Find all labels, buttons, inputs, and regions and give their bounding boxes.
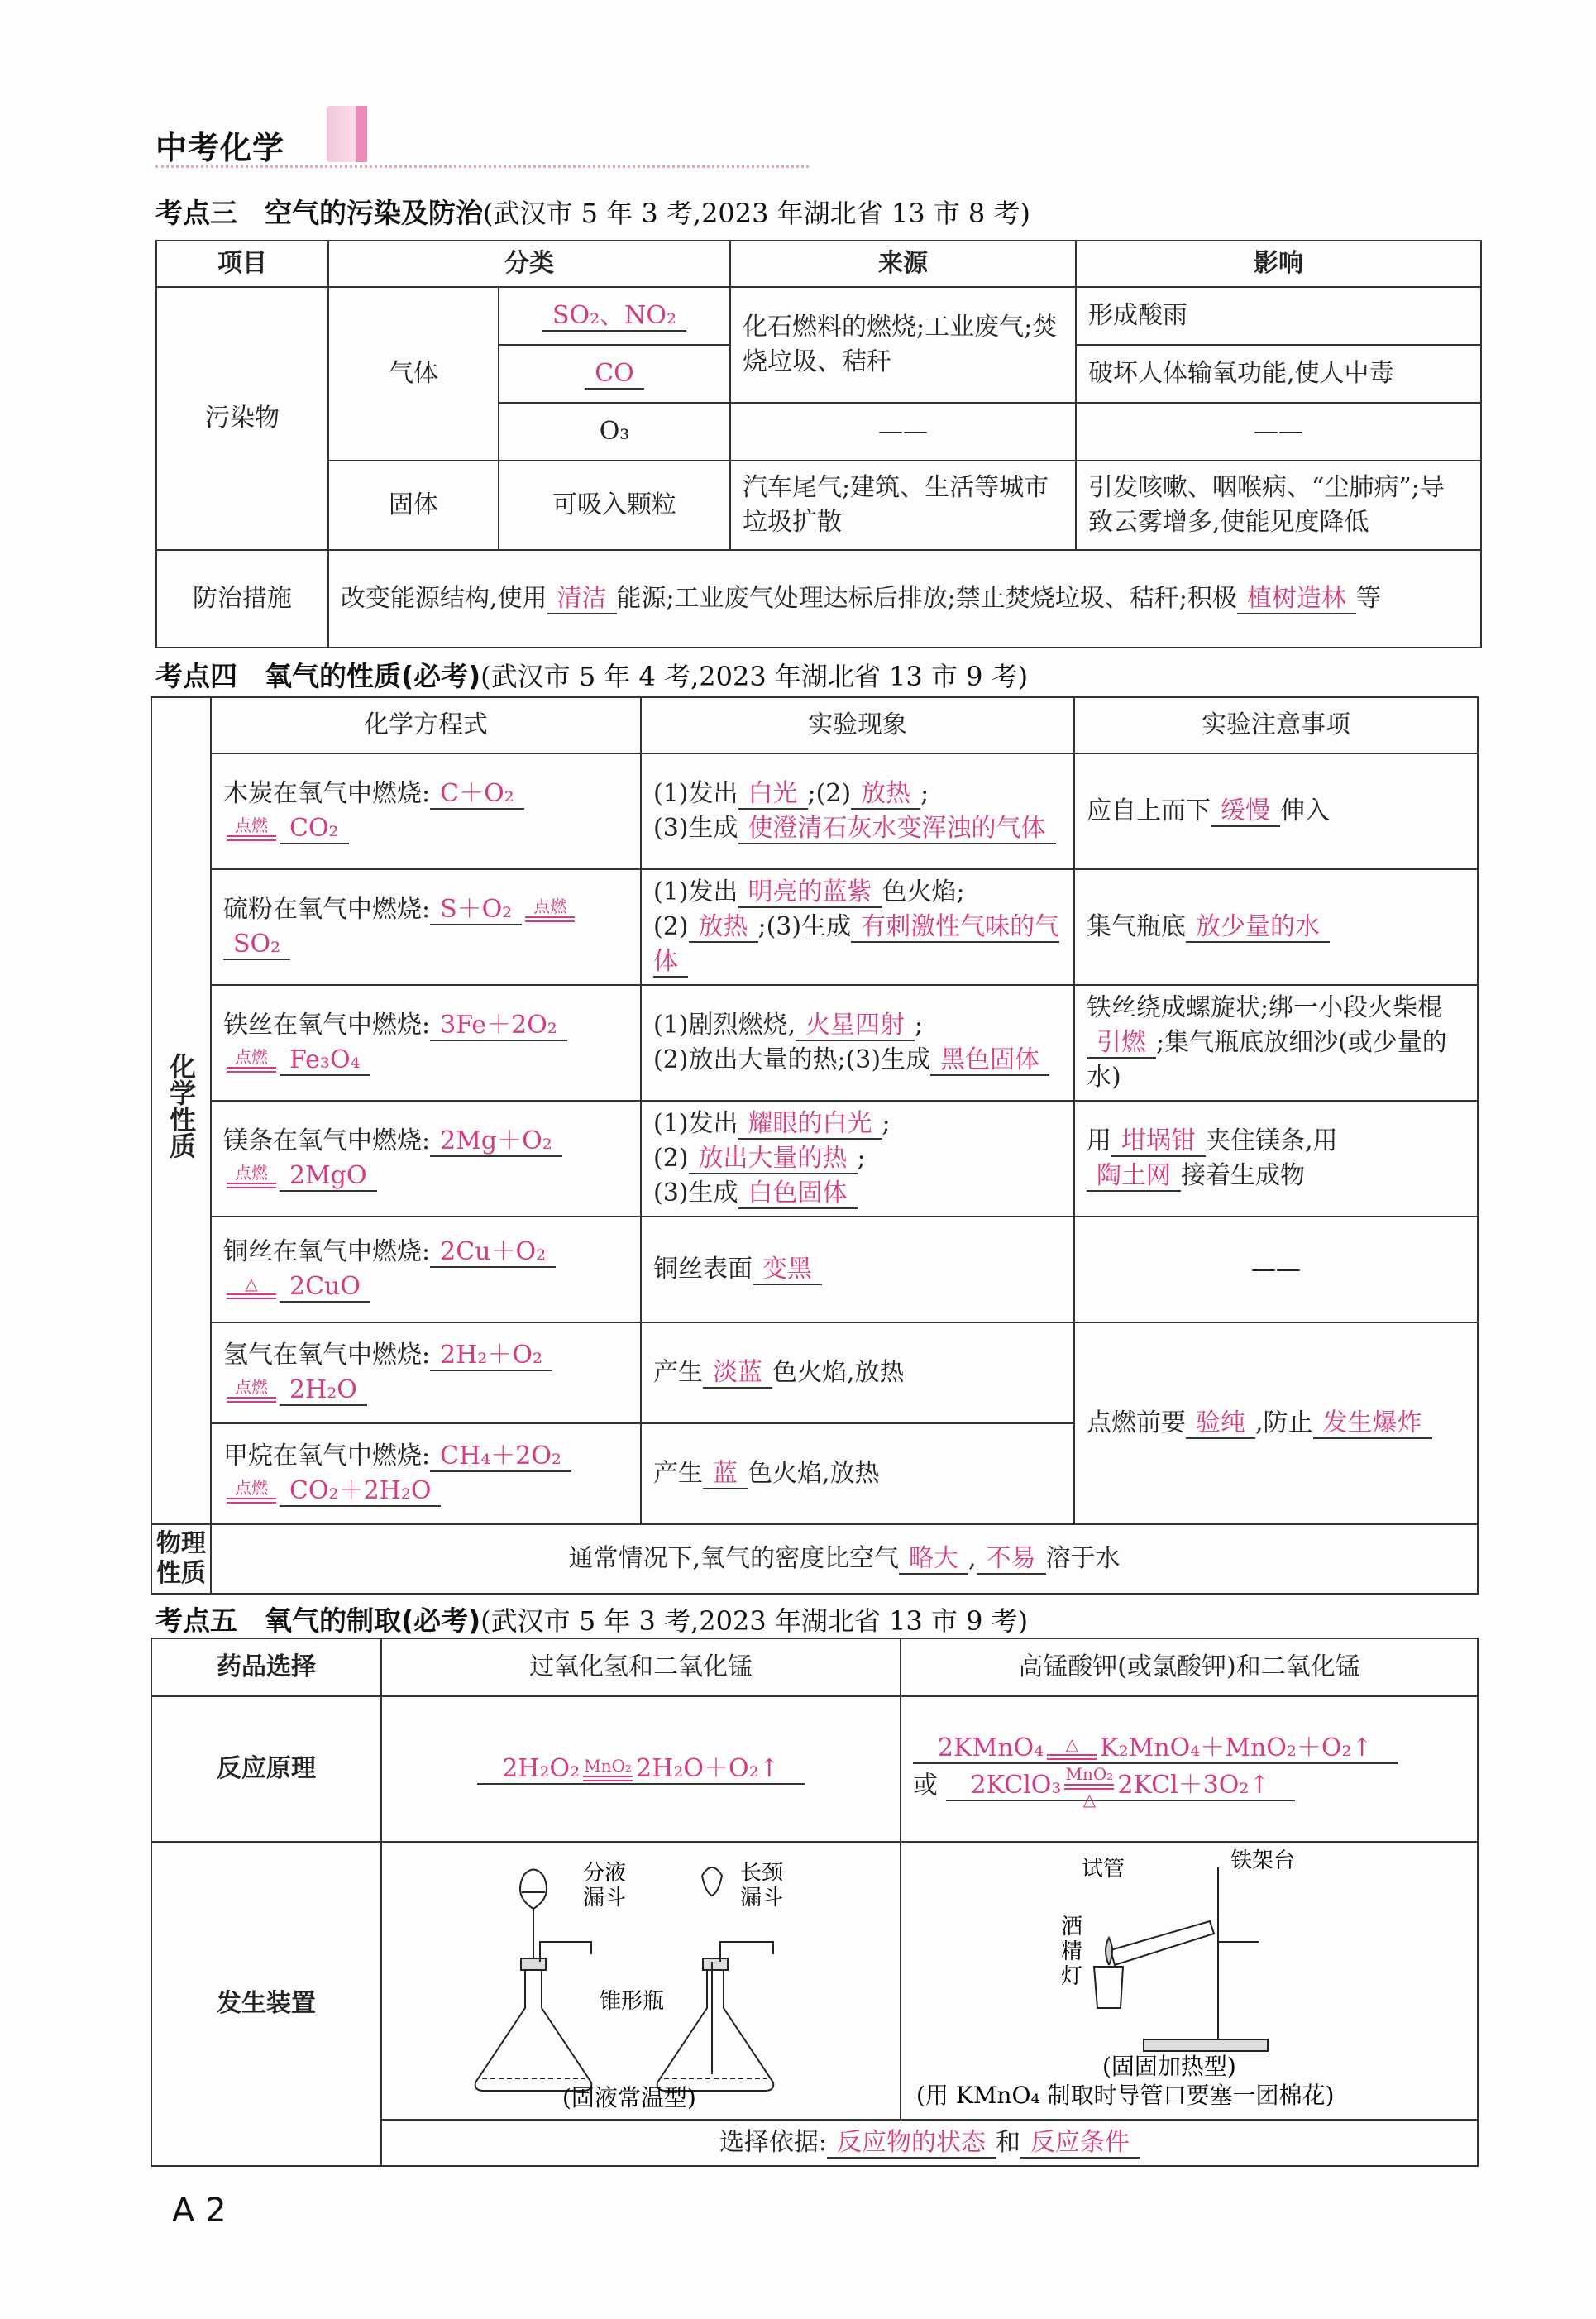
device-solid-heating: [901, 1842, 1478, 2120]
oxygen-preparation-table: [151, 1638, 1479, 2167]
pollution-table: [155, 240, 1482, 648]
drug-2: 高锰酸钾(或氯酸钾)和二氧化锰: [901, 1638, 1478, 1696]
solid-source: 汽车尾气;建筑、生活等城市垃圾扩散: [730, 461, 1076, 550]
section-5-title: 考点五 氧气的制取(必考)(武汉市 5 年 3 考,2023 年湖北省 13 市 9 考): [155, 1604, 1029, 1637]
col-header-item: 项目: [156, 241, 328, 287]
principle-kmno4: 2KMnO₄ △ K₂MnO₄＋MnO₂＋O₂↑ 或 2KClO₃ MnO₂ △ 2KCl＋3O₂↑: [901, 1696, 1478, 1842]
svg-text:(固固加热型): (固固加热型): [1102, 2053, 1236, 2080]
sulfur-notes: 集气瓶底 放少量的水: [1074, 869, 1478, 985]
charcoal-notes: 应自上而下 缓慢 伸入: [1074, 753, 1478, 869]
gas-3-source: ——: [730, 403, 1076, 461]
prevention-label: 防治措施: [156, 550, 328, 648]
page-number: A 2: [172, 2192, 227, 2230]
magnesium-equation: 镁条在氧气中燃烧: 2Mg＋O₂ 点燃 2MgO: [211, 1101, 641, 1217]
solid-liquid-apparatus: [385, 1843, 897, 2109]
svg-text:酒: 酒: [1061, 1915, 1083, 1939]
col-header-notes: 实验注意事项: [1074, 697, 1478, 753]
hydrogen-equation: 氢气在氧气中燃烧: 2H₂＋O₂ 点燃 2H₂O: [211, 1322, 641, 1423]
col-header-effect: 影响: [1076, 241, 1481, 287]
methane-phenomenon: 产生 蓝 色火焰,放热: [641, 1423, 1074, 1524]
iron-equation: 铁丝在氧气中燃烧: 3Fe＋2O₂ 点燃 Fe₃O₄: [211, 985, 641, 1101]
iron-notes: 铁丝绕成螺旋状;绑一小段火柴棍引燃 ;集气瓶底放细沙(或少量的水): [1074, 985, 1478, 1101]
principle-h2o2: 2H₂O₂ MnO₂ 2H₂O＋O₂↑: [381, 1696, 901, 1842]
device-label: 发生装置: [151, 1842, 381, 2166]
gas-source: 化石燃料的燃烧;工业废气;焚烧垃圾、秸秆: [730, 287, 1076, 403]
solid-heating-apparatus: [904, 1843, 1474, 2109]
header-tab-stripe: [356, 106, 367, 162]
copper-notes: ——: [1074, 1217, 1478, 1322]
phys-property-label: 物理性质: [151, 1524, 211, 1594]
svg-text:精: 精: [1061, 1939, 1083, 1964]
svg-text:(固液常温型): (固液常温型): [562, 2084, 696, 2109]
selection-basis: 选择依据: 反应物的状态 和 反应条件: [381, 2120, 1478, 2166]
svg-text:漏斗: 漏斗: [583, 1886, 627, 1910]
drug-1: 过氧化氢和二氧化锰: [381, 1638, 901, 1696]
sulfur-phenomenon: (1)发出 明亮的蓝紫 色火焰; (2) 放热 ;(3)生成 有刺激性气味的气体: [641, 869, 1074, 985]
solid-effect: 引发咳嗽、咽喉病、“尘肺病”;导致云雾增多,使能见度降低: [1076, 461, 1481, 550]
col-header-category: 分类: [328, 241, 730, 287]
gas-3-effect: ——: [1076, 403, 1481, 461]
oxygen-property-table: [151, 696, 1479, 1595]
separatory-funnel: [520, 1870, 547, 1959]
sulfur-equation: 硫粉在氧气中燃烧: S＋O₂ 点燃 SO₂: [211, 869, 641, 985]
flask-2: [657, 1967, 774, 2091]
col-header-equation: 化学方程式: [211, 697, 641, 753]
col-header-source: 来源: [730, 241, 1076, 287]
svg-text:试管: 试管: [1082, 1857, 1125, 1881]
header-divider: [155, 165, 809, 168]
gas-3: O₃: [499, 403, 730, 461]
section-4-title: 考点四 氧气的性质(必考)(武汉市 5 年 4 考,2023 年湖北省 13 市 9 考): [155, 660, 1029, 692]
test-tube: [1111, 1921, 1214, 1965]
gas-combustion-notes: 点燃前要 验纯 ,防止 发生爆炸: [1074, 1322, 1478, 1524]
device-solid-liquid: [381, 1842, 901, 2120]
chem-property-label: 化学性质: [151, 697, 211, 1524]
svg-text:铁架台: 铁架台: [1230, 1848, 1296, 1873]
principle-label: 反应原理: [151, 1696, 381, 1842]
copper-phenomenon: 铜丝表面 变黑: [641, 1217, 1074, 1322]
charcoal-phenomenon: (1)发出 白光 ;(2) 放热 ; (3)生成 使澄清石灰水变浑浊的气体: [641, 753, 1074, 869]
flask-1: [475, 1967, 592, 2091]
pollutant-label: 污染物: [156, 287, 328, 550]
phys-property-text: 通常情况下,氧气的密度比空气 略大 , 不易 溶于水: [211, 1524, 1478, 1594]
solid-1: 可吸入颗粒: [499, 461, 730, 550]
magnesium-notes: 用 坩埚钳 夹住镁条,用 陶土网 接着生成物: [1074, 1101, 1478, 1217]
gas-1: SO₂、NO₂: [499, 287, 730, 345]
svg-text:漏斗: 漏斗: [740, 1886, 784, 1910]
svg-text:锥形瓶: 锥形瓶: [600, 1989, 665, 2014]
svg-text:灯: 灯: [1061, 1964, 1083, 1989]
magnesium-phenomenon: (1)发出 耀眼的白光 ; (2) 放出大量的热 ; (3)生成 白色固体: [641, 1101, 1074, 1217]
hydrogen-phenomenon: 产生 淡蓝 色火焰,放热: [641, 1322, 1074, 1423]
gas-2-effect: 破坏人体输氧功能,使人中毒: [1076, 345, 1481, 403]
col-header-phenomenon: 实验现象: [641, 697, 1074, 753]
svg-text:长颈: 长颈: [740, 1861, 784, 1886]
svg-text:分液: 分液: [583, 1861, 627, 1886]
drug-label: 药品选择: [151, 1638, 381, 1696]
charcoal-equation: 木炭在氧气中燃烧: C＋O₂ 点燃 CO₂: [211, 753, 641, 869]
iron-phenomenon: (1)剧烈燃烧, 火星四射 ; (2)放出大量的热;(3)生成 黑色固体: [641, 985, 1074, 1101]
copper-equation: 铜丝在氧气中燃烧: 2Cu＋O₂ △ 2CuO: [211, 1217, 641, 1322]
gas-label: 气体: [328, 287, 499, 461]
methane-equation: 甲烷在氧气中燃烧: CH₄＋2O₂ 点燃 CO₂＋2H₂O: [211, 1423, 641, 1524]
prevention-text: 改变能源结构,使用 清洁 能源;工业废气处理达标后排放;禁止焚烧垃圾、秸秆;积极 植树造林 等: [328, 550, 1481, 648]
gas-1-effect: 形成酸雨: [1076, 287, 1481, 345]
page-header-title: 中考化学: [155, 130, 285, 166]
svg-text:(用 KMnO₄ 制取时导管口要塞一团棉花): (用 KMnO₄ 制取时导管口要塞一团棉花): [916, 2082, 1335, 2109]
gas-2: CO: [499, 345, 730, 403]
section-3-title: 考点三 空气的污染及防治(武汉市 5 年 3 考,2023 年湖北省 13 市 8 考): [155, 197, 1030, 229]
solid-label: 固体: [328, 461, 499, 550]
alcohol-lamp: [1094, 1967, 1123, 2008]
